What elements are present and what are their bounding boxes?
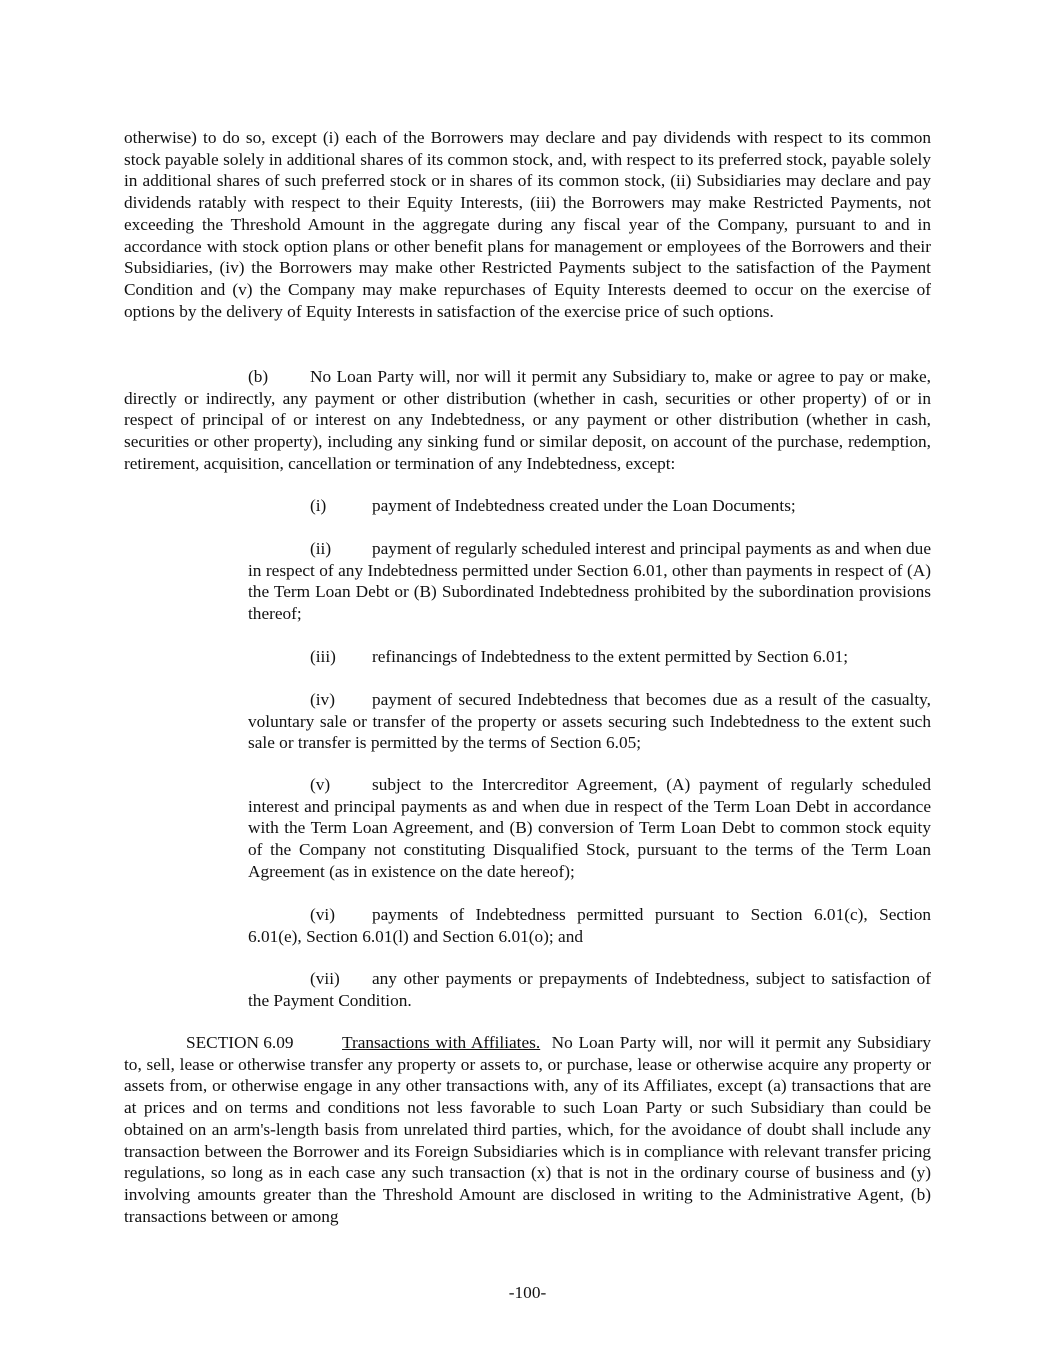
list-item-number: (iv)	[310, 690, 335, 709]
list-item-i	[248, 495, 931, 517]
list-item-v	[248, 774, 931, 883]
list-item-iv	[248, 689, 931, 754]
section-label: SECTION 6.09	[186, 1033, 294, 1052]
list-item-vii	[248, 968, 931, 1011]
list-item-text: any other payments or prepayments of Indebtedness, subject to satisfaction of the Payment Condition.	[248, 969, 931, 1010]
list-item-number: (ii)	[310, 539, 332, 558]
page-number: -100-	[508, 1283, 547, 1302]
list-item-number: (vi)	[310, 905, 335, 924]
paragraph-b-number: (b)	[248, 367, 269, 386]
list-item-number: (vii)	[310, 969, 340, 988]
paragraph-b-text: No Loan Party will, nor will it permit any Subsidiary to, make or agree to pay or make, directly or indirectly, any payment or other distribution (whether in cash, securities or other property) of or in respect of principal of or interest on any Indebtedness, or any payment or other distribution (whether in cash, securities or other property), including any sinking fund or similar deposit, on account of the purchase, redemption, retirement, acquisition, cancellation or termination of any Indebtedness, except:	[124, 367, 931, 473]
list-item-text: payment of secured Indebtedness that becomes due as a result of the casualty, voluntary sale or transfer of the property or assets securing such Indebtedness to the extent such sale or transfer is permitted by the terms of Section 6.05;	[248, 690, 931, 753]
list-item-text: payment of regularly scheduled interest and principal payments as and when due in respect of any Indebtedness permitted under Section 6.01, other than payments in respect of (A) the Term Loan Debt or (B) Subordinated Indebtedness prohibited by the subordination provisions thereof;	[248, 539, 931, 624]
list-item-text: payments of Indebtedness permitted pursuant to Section 6.01(c), Section 6.01(e), Section 6.01(l) and Section 6.01(o); and	[248, 905, 931, 946]
continued-paragraph: otherwise) to do so, except (i) each of the Borrowers may declare and pay dividends with respect to its common stock payable solely in additional shares of its common stock, and, with respect to its preferred stock, payable solely in additional shares of such preferred stock or in shares of its common stock, (ii) Subsidiaries may declare and pay dividends ratably with respect to their Equity Interests, (iii) the Borrowers may make Restricted Payments, not exceeding the Threshold Amount in the aggregate during any fiscal year of the Company, pursuant to and in accordance with stock option plans or other benefit plans for management or employees of the Borrowers and their Subsidiaries, (iv) the Borrowers may make other Restricted Payments subject to the satisfaction of the Payment Condition and (v) the Company may make repurchases of Equity Interests deemed to occur on the exercise of options by the delivery of Equity Interests in satisfaction of the exercise price of such options.	[124, 128, 931, 321]
list-item-ii	[248, 538, 931, 625]
section-title: Transactions with Affiliates.	[342, 1033, 541, 1052]
list-item-text: subject to the Intercreditor Agreement, (A) payment of regularly scheduled interest and principal payments as and when due in respect of the Term Loan Debt in accordance with the Term Loan Agreement, and (B) conversion of Term Loan Debt to common stock equity of the Company not constituting Disqualified Stock, pursuant to the terms of the Term Loan Agreement (as in existence on the date hereof);	[248, 775, 931, 881]
list-item-iii	[248, 646, 931, 668]
section-text: No Loan Party will, nor will it permit any Subsidiary to, sell, lease or otherwise transfer any property or assets to, or purchase, lease or otherwise acquire any property or assets from, or otherwise engage in any other transactions with, any of its Affiliates, except (a) transactions that are at prices and on terms and conditions not less favorable to such Loan Party or such Subsidiary than could be obtained on an arm's-length basis from unrelated third parties, which, for the avoidance of doubt shall include any transaction between the Borrower and its Foreign Subsidiaries which is in compliance with relevant transfer pricing regulations, so long as in each case any such transaction (x) that is not in the ordinary course of business and (y) involving amounts greater than the Threshold Amount are disclosed in writing to the Administrative Agent, (b) transactions between or among	[124, 1033, 931, 1226]
list-item-text: refinancings of Indebtedness to the extent permitted by Section 6.01;	[372, 647, 849, 666]
paragraph-b	[124, 366, 931, 475]
section-6-09	[124, 1032, 931, 1227]
list-item-number: (iii)	[310, 647, 336, 666]
list-item-number: (i)	[310, 496, 327, 515]
list-item-vi	[248, 904, 931, 947]
list-item-text: payment of Indebtedness created under the Loan Documents;	[372, 496, 796, 515]
list-item-number: (v)	[310, 775, 331, 794]
